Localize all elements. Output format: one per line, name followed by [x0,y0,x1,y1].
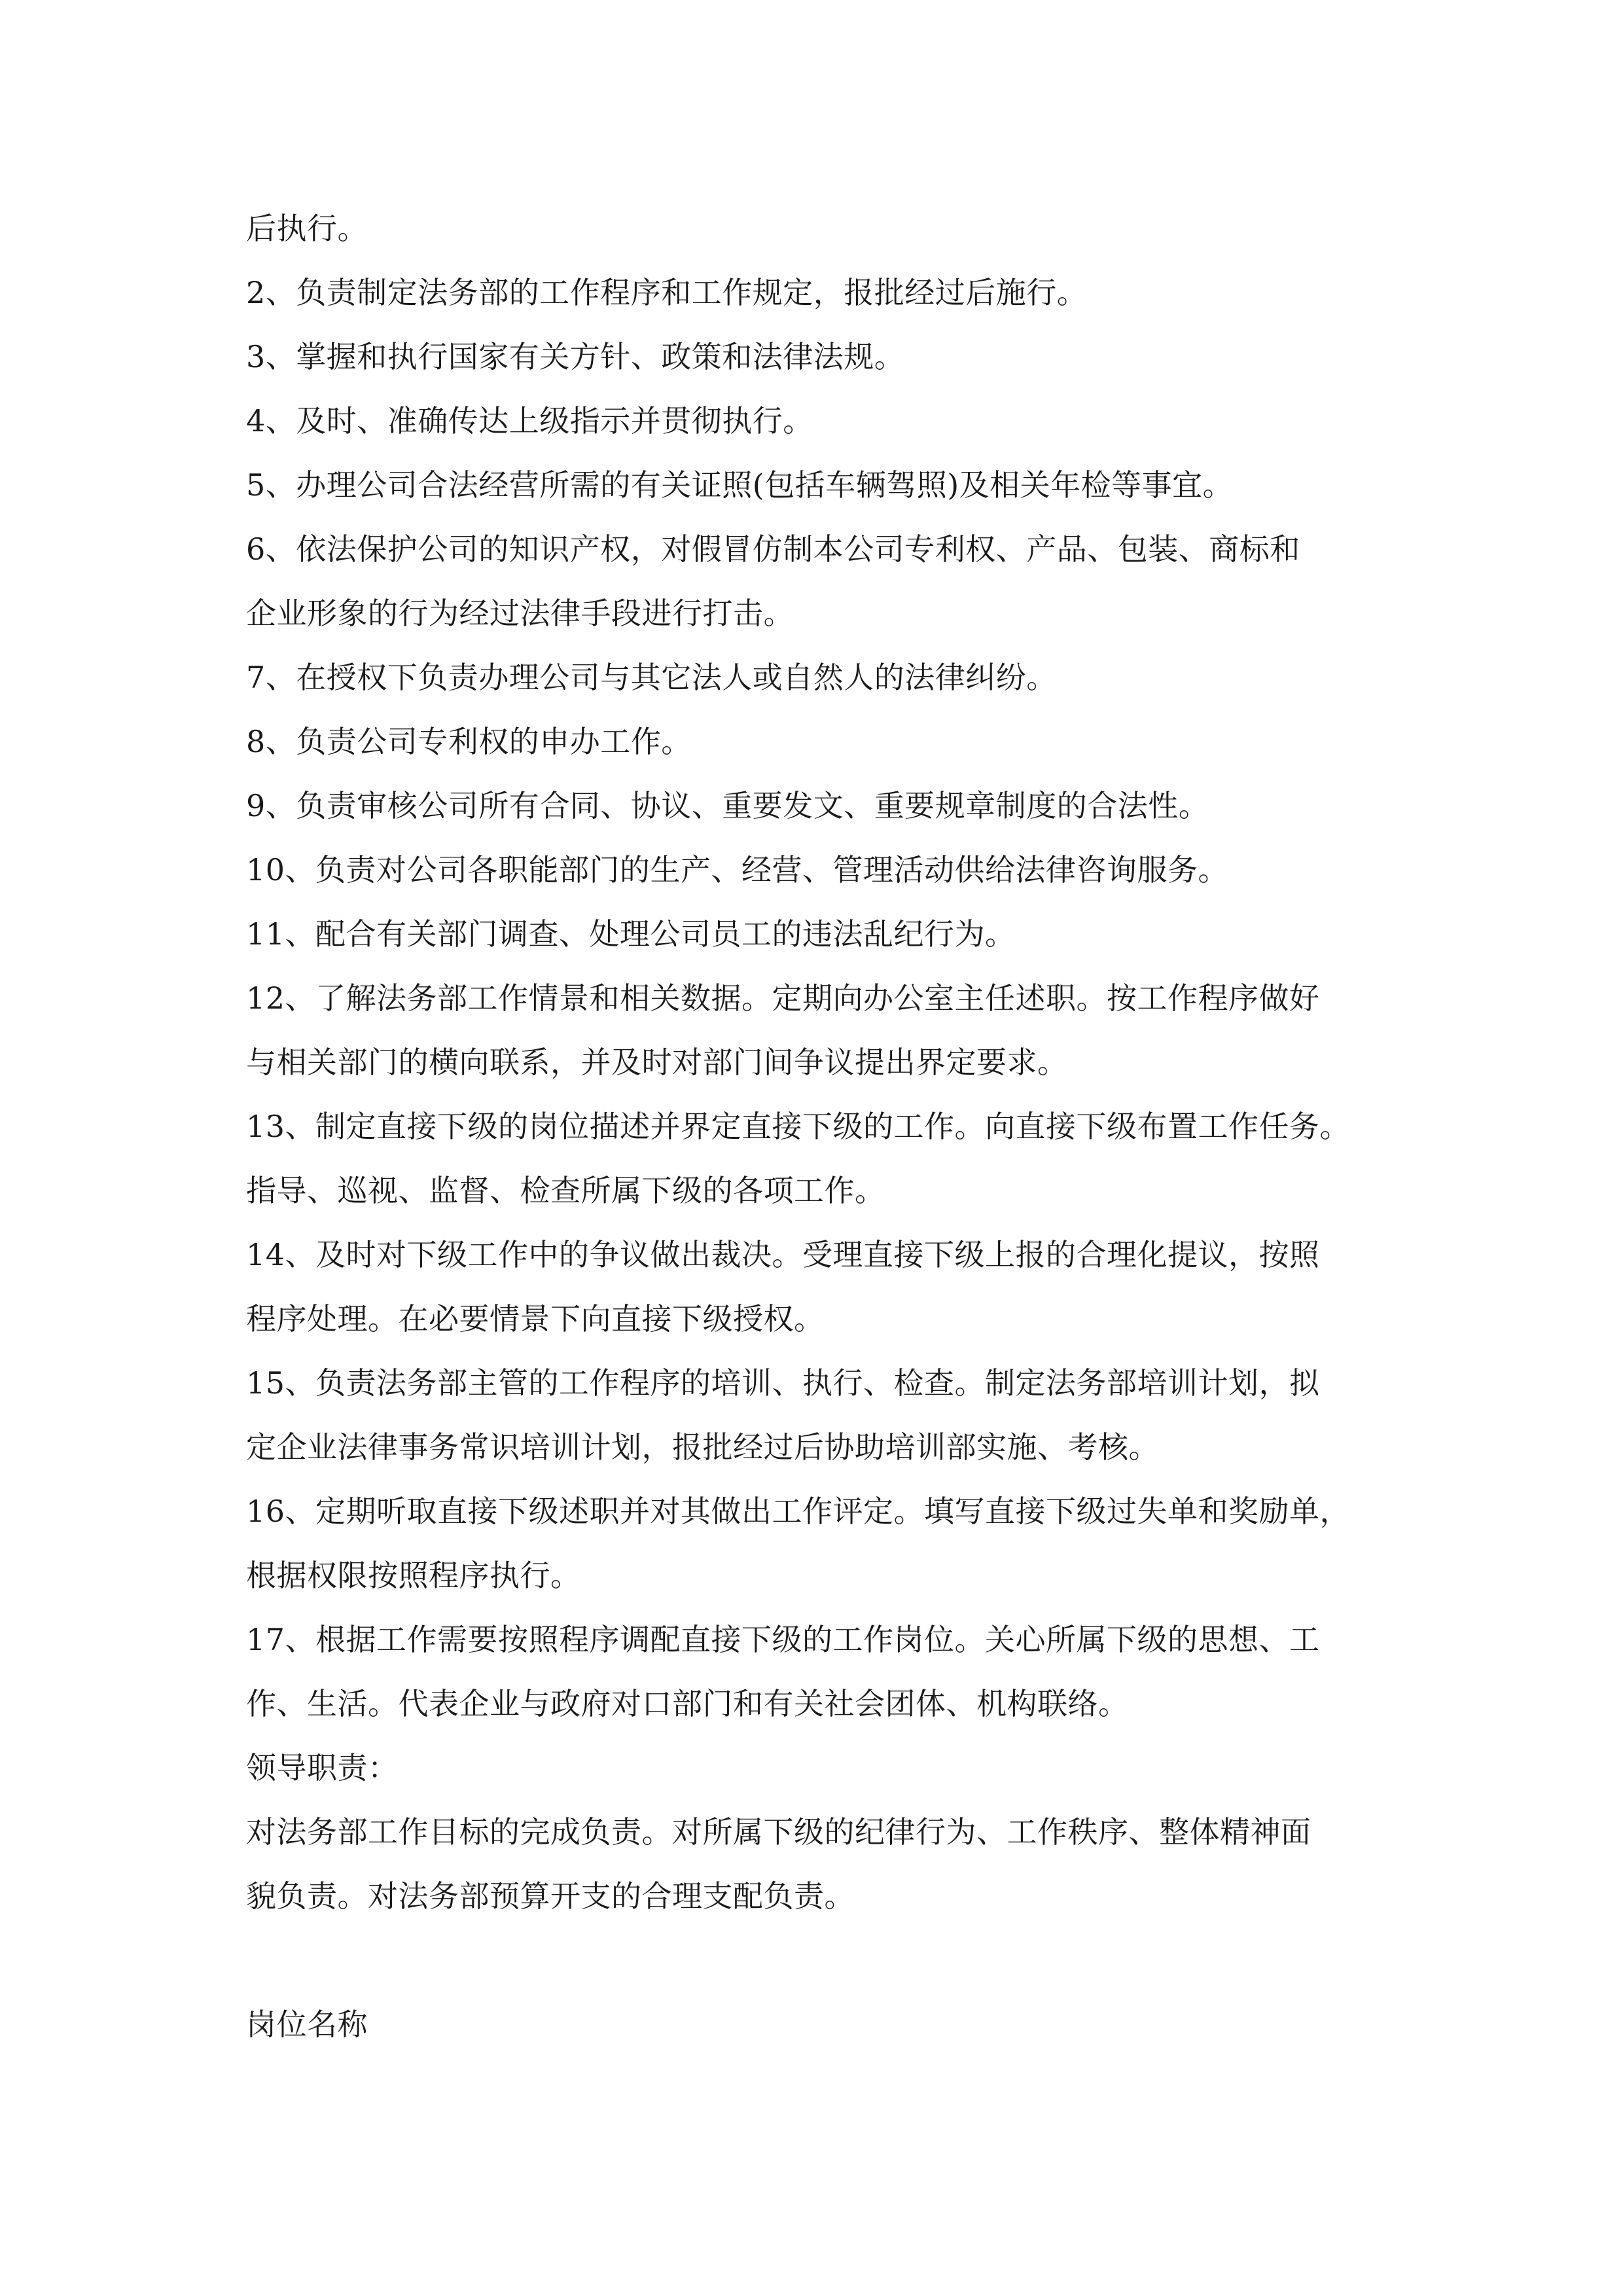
text-line: 7、在授权下负责办理公司与其它法人或自然人的法律纠纷。 [246,660,1057,695]
text-line: 对法务部工作目标的完成负责。对所属下级的纪律行为、工作秩序、整体精神面 [246,1814,1311,1850]
text-line: 17、根据工作需要按照程序调配直接下级的工作岗位。关心所属下级的思想、工 [246,1622,1320,1657]
text-line: 作、生活。代表企业与政府对口部门和有关社会团体、机构联络。 [246,1686,1129,1721]
body-text [246,196,1398,2056]
blank-line [246,1928,1398,1992]
footer-heading: 岗位名称 [246,2007,368,2042]
text-line: 后执行。 [246,211,368,246]
text-line: 13、制定直接下级的岗位描述并界定直接下级的工作。向直接下级布置工作任务。 [246,1109,1351,1144]
text-line: 10、负责对公司各职能部门的生产、经营、管理活动供给法律咨询服务。 [246,852,1229,888]
text-line: 11、配合有关部门调查、处理公司员工的违法乱纪行为。 [246,916,1016,952]
text-line: 9、负责审核公司所有合同、协议、重要发文、重要规章制度的合法性。 [246,788,1209,823]
text-line: 根据权限按照程序执行。 [246,1558,581,1593]
text-line: 15、负责法务部主管的工作程序的培训、执行、检查。制定法务部培训计划，拟 [246,1365,1320,1401]
text-line: 5、办理公司合法经营所需的有关证照(包括车辆驾照)及相关年检等事宜。 [246,467,1234,503]
text-line: 貌负责。对法务部预算开支的合理支配负责。 [246,1878,855,1914]
text-line: 企业形象的行为经过法律手段进行打击。 [246,596,794,631]
text-line: 14、及时对下级工作中的争议做出裁决。受理直接下级上报的合理化提议，按照 [246,1237,1320,1272]
text-line: 12、了解法务部工作情景和相关数据。定期向办公室主任述职。按工作程序做好 [246,980,1320,1016]
text-line: 3、掌握和执行国家有关方针、政策和法律法规。 [246,339,905,374]
text-line: 2、负责制定法务部的工作程序和工作规定，报批经过后施行。 [246,275,1088,310]
text-line: 6、依法保护公司的知识产权，对假冒仿制本公司专利权、产品、包装、商标和 [246,531,1300,567]
text-line: 16、定期听取直接下级述职并对其做出工作评定。填写直接下级过失单和奖励单， [246,1494,1351,1529]
text-line: 8、负责公司专利权的申办工作。 [246,724,692,759]
text-line: 指导、巡视、监督、检查所属下级的各项工作。 [246,1173,885,1208]
text-line: 定企业法律事务常识培训计划，报批经过后协助培训部实施、考核。 [246,1429,1159,1465]
text-line: 程序处理。在必要情景下向直接下级授权。 [246,1301,825,1336]
text-line: 4、及时、准确传达上级指示并贯彻执行。 [246,403,813,439]
section-heading: 领导职责： [246,1750,399,1785]
text-line: 与相关部门的横向联系，并及时对部门间争议提出界定要求。 [246,1045,1068,1080]
